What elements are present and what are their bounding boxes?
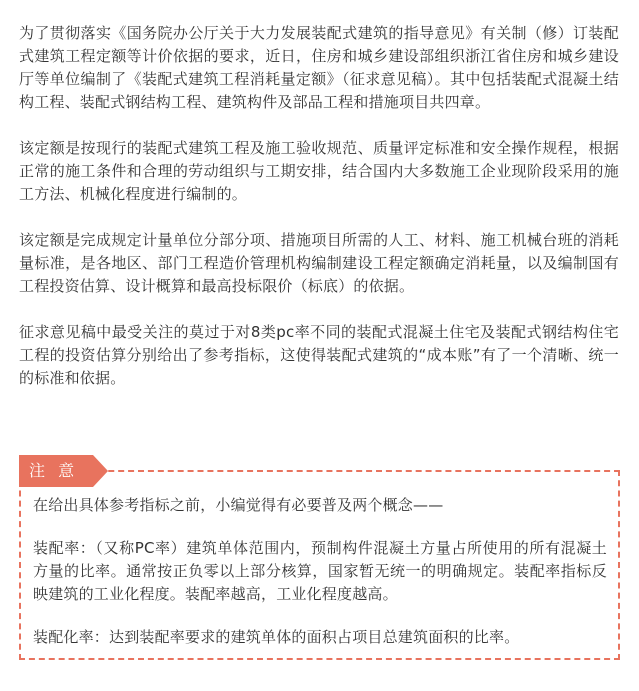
article-paragraph-1: 为了贯彻落实《国务院办公厅关于大力发展装配式建筑的指导意见》有关制（修）订装配式建筑工程定额等计价依据的要求，近日，住房和城乡建设部组织浙江省住房和城乡建设厅等单位编制了《装配式建筑工程消耗量定额》（征求意见稿）。其中包括装配式混凝土结构工程、装配式钢结构工程、建筑构件及部品工程和措施项目共四章。 <box>19 24 619 111</box>
note-body <box>33 494 607 669</box>
article-paragraph-4: 征求意见稿中最受关注的莫过于对8类pc率不同的装配式混凝土住宅及装配式钢结构住宅工程的投资估算分别给出了参考指标，这使得装配式建筑的“成本账”有了一个清晰、统一的标准和依据。 <box>19 323 619 387</box>
note-definition-assembly-rate: 装配率：（又称PC率）建筑单体范围内，预制构件混凝土方量占所使用的所有混凝土方量的比率。通常按正负零以上部分核算，国家暂无统一的明确规定。装配率指标反映建筑的工业化程度。装配率越高，工业化程度越高。 <box>33 539 607 603</box>
note-tag-label: 注 意 <box>29 461 79 480</box>
article-paragraph-2: 该定额是按现行的装配式建筑工程及施工验收规范、质量评定标准和安全操作规程，根据正常的施工条件和合理的劳动组织与工期安排，结合国内大多数施工企业现阶段采用的施工方法、机械化程度进行编制的。 <box>19 139 619 203</box>
note-box <box>19 461 620 660</box>
article-paragraph-3: 该定额是完成规定计量单位分部分项、措施项目所需的人工、材料、施工机械台班的消耗量标准，是各地区、部门工程造价管理机构编制建设工程定额确定消耗量，以及编制国有工程投资估算、设计概算和最高投标限价（标底）的依据。 <box>19 231 619 295</box>
note-definition-assembly-ratio: 装配化率：达到装配率要求的建筑单体的面积占项目总建筑面积的比率。 <box>33 628 520 646</box>
article-body <box>19 22 619 413</box>
note-tag <box>19 455 93 487</box>
note-intro: 在给出具体参考指标之前，小编觉得有必要普及两个概念—— <box>33 496 444 514</box>
